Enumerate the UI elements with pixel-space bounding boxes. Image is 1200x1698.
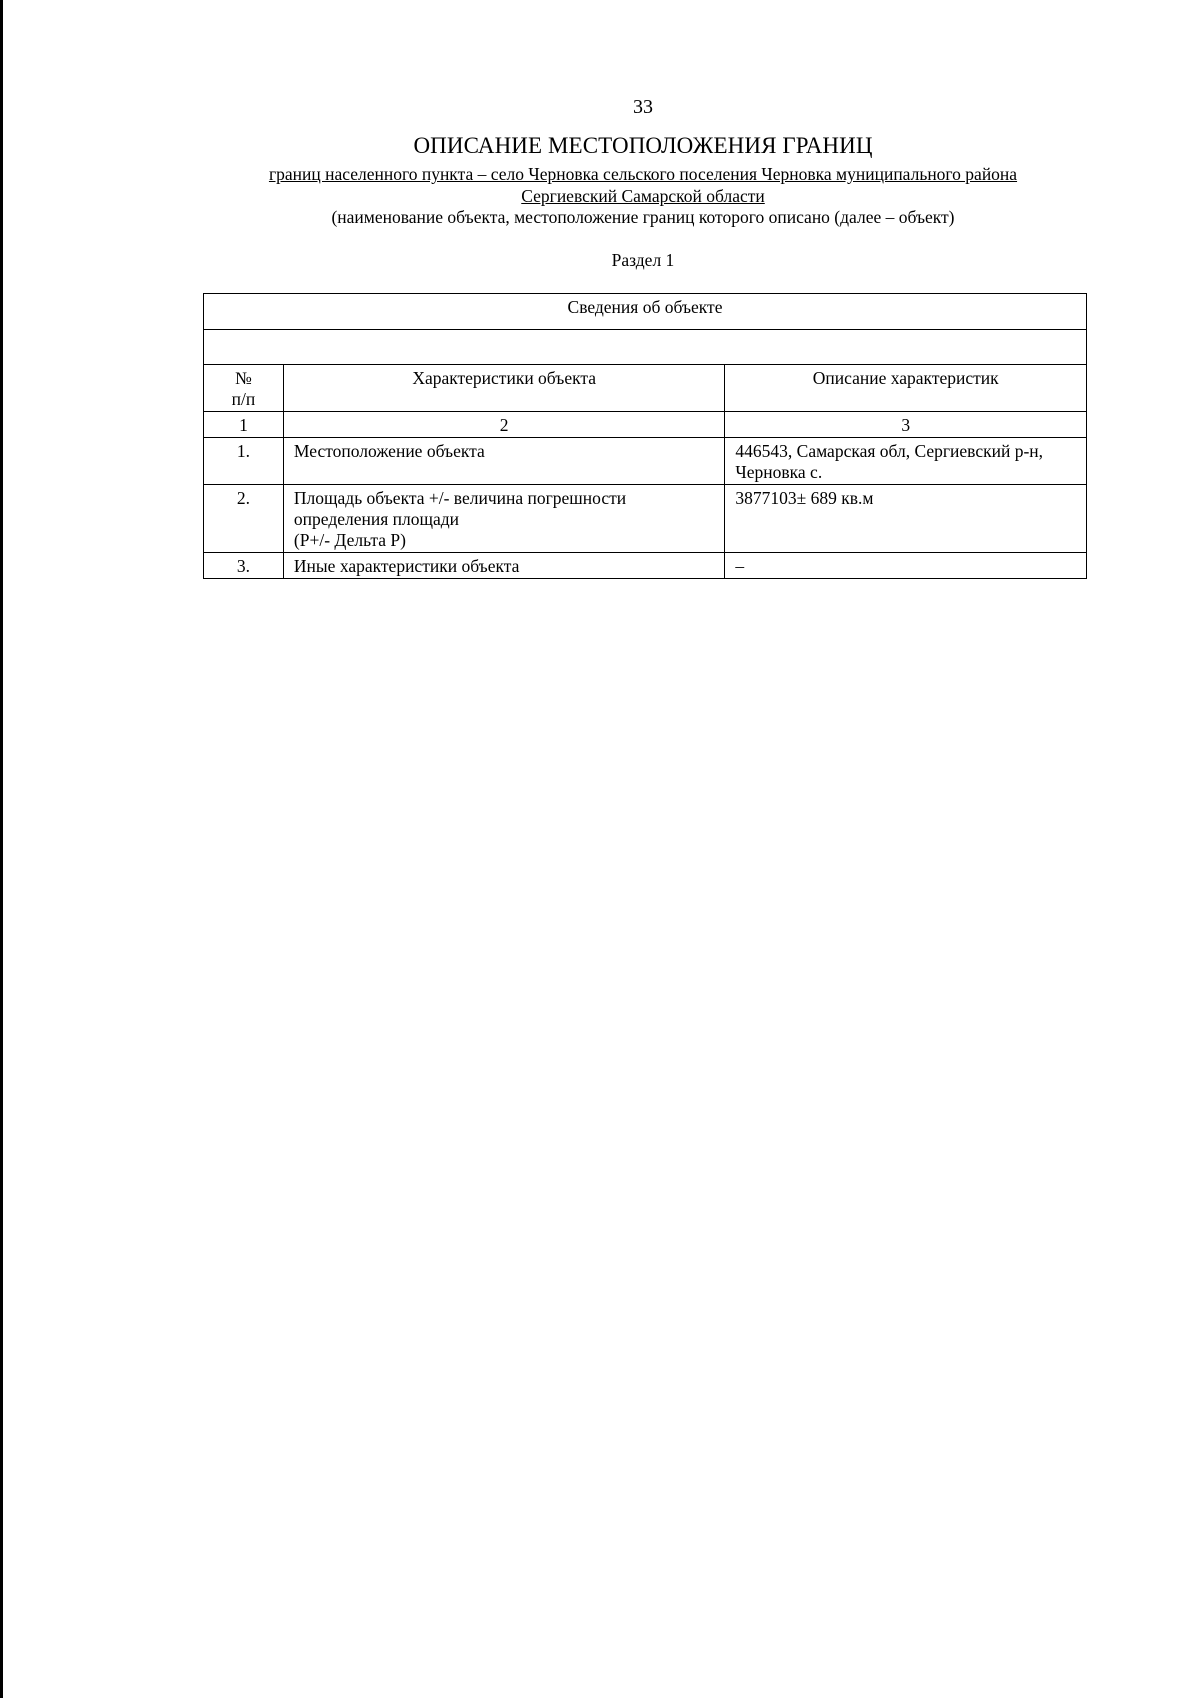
- object-note: (наименование объекта, местоположение границ которого описано (далее – объект): [331, 207, 955, 227]
- table-row: [204, 438, 1087, 485]
- row-characteristic-line-3: (P+/- Дельта P): [293, 530, 406, 550]
- header-num: [204, 365, 284, 412]
- table-caption: Сведения об объекте: [204, 294, 1087, 330]
- row-description: –: [725, 553, 1087, 579]
- column-number-row: [204, 412, 1087, 438]
- row-description-line-2: Черновка с.: [735, 462, 823, 482]
- table-caption-row: [204, 294, 1087, 330]
- header-num-line-1: №: [235, 368, 252, 388]
- page-number: 33: [633, 96, 653, 118]
- row-description-line-1: 446543, Самарская обл, Сергиевский р-н,: [735, 441, 1044, 461]
- table-empty-row: [204, 330, 1087, 365]
- section-label: Раздел 1: [611, 250, 675, 270]
- row-num: 2.: [204, 485, 284, 553]
- table-row: [204, 485, 1087, 553]
- row-characteristic-line-1: Площадь объекта +/- величина погрешности: [293, 488, 627, 508]
- header-num-line-2: п/п: [231, 389, 256, 409]
- subtitle-line-2: Сергиевский Самарской области: [521, 186, 765, 206]
- row-characteristic-line-2: определения площади: [293, 509, 460, 529]
- row-description: 3877103± 689 кв.м: [725, 485, 1087, 553]
- column-number-3: 3: [725, 412, 1087, 438]
- header-characteristics: Характеристики объекта: [283, 365, 724, 412]
- column-number-1: 1: [204, 412, 284, 438]
- row-characteristic: Иные характеристики объекта: [283, 553, 724, 579]
- object-info-table: [203, 293, 1087, 579]
- document-title: ОПИСАНИЕ МЕСТОПОЛОЖЕНИЯ ГРАНИЦ: [413, 133, 873, 158]
- table-header-row: [204, 365, 1087, 412]
- subtitle-line-1: границ населенного пункта – село Черновка сельского поселения Черновка муниципального района: [268, 164, 1018, 184]
- row-characteristic: [283, 485, 724, 553]
- table-row: [204, 553, 1087, 579]
- column-number-2: 2: [283, 412, 724, 438]
- row-num: 1.: [204, 438, 284, 485]
- header-description: Описание характеристик: [725, 365, 1087, 412]
- row-description: [725, 438, 1087, 485]
- empty-cell: [204, 330, 1087, 365]
- row-num: 3.: [204, 553, 284, 579]
- row-characteristic: Местоположение объекта: [283, 438, 724, 485]
- document-subtitle: [200, 163, 1086, 207]
